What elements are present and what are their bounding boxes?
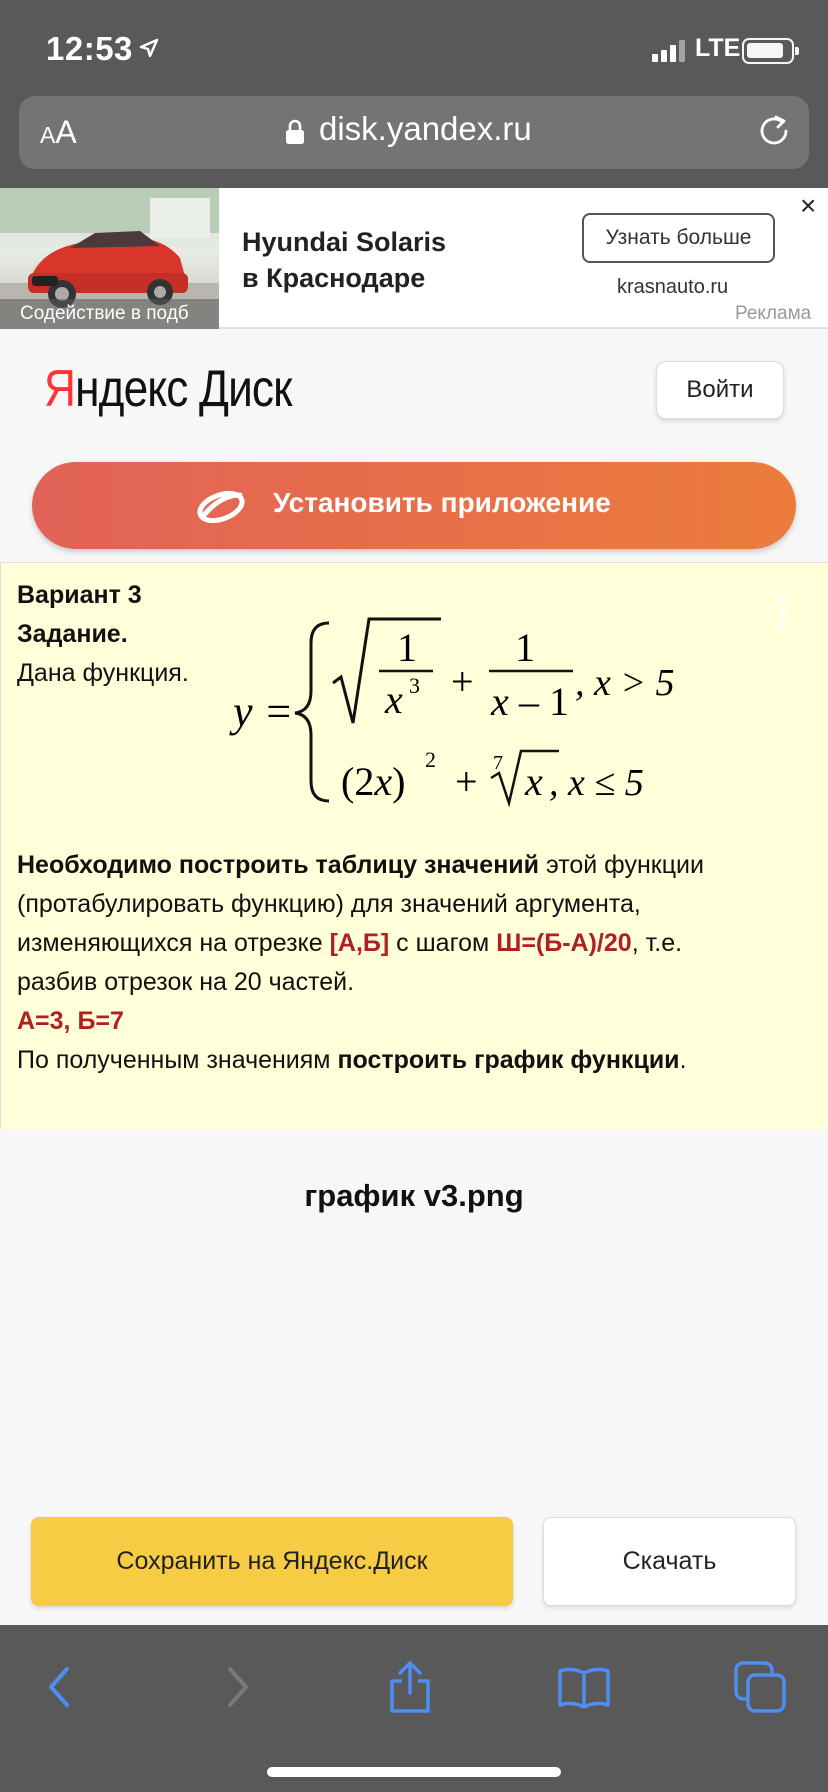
forward-icon[interactable]	[208, 1659, 264, 1715]
ad-car-image[interactable]	[0, 188, 219, 329]
download-button[interactable]: Скачать	[543, 1517, 796, 1606]
doc-variant: Вариант 3	[17, 581, 142, 609]
formula-cond-2: , x ≤ 5	[549, 762, 644, 804]
login-button[interactable]: Войти	[656, 361, 784, 419]
doc-paragraph-2: (протабулировать функцию) для значений аргумента,	[17, 890, 641, 918]
doc-paragraph-6: По полученным значениям построить график функции.	[17, 1046, 687, 1074]
svg-text:+: +	[455, 759, 478, 804]
svg-text:+: +	[451, 659, 474, 704]
install-app-button[interactable]: Установить приложение	[32, 462, 796, 549]
location-arrow-icon	[139, 38, 159, 58]
piecewise-formula	[229, 613, 749, 813]
signal-strength-icon	[652, 40, 684, 62]
disk-app-icon	[196, 485, 246, 525]
doc-paragraph-3: изменяющихся на отрезке [А,Б] с шагом Ш=(Б-А)/20, т.е.	[17, 929, 683, 957]
text-size-button[interactable]: AA	[40, 114, 77, 150]
yandex-disk-header	[0, 329, 828, 558]
svg-text:x: x	[491, 679, 509, 724]
svg-text:2: 2	[425, 747, 436, 772]
ad-learn-more-button[interactable]: Узнать больше	[582, 213, 775, 263]
ad-domain[interactable]: krasnauto.ru	[617, 276, 729, 298]
formula-cond-1: , x > 5	[575, 662, 675, 704]
doc-given: Дана функция.	[17, 659, 189, 687]
image-preview[interactable]	[0, 562, 828, 1129]
ad-title[interactable]: Hyundai Solaris в Краснодаре	[242, 227, 447, 293]
battery-icon	[742, 38, 794, 64]
browser-top-chrome	[0, 0, 828, 188]
file-name: график v3.png	[304, 1178, 524, 1213]
doc-task: Задание.	[17, 620, 128, 648]
svg-text:1: 1	[515, 625, 535, 670]
svg-text:x: x	[525, 759, 543, 804]
share-icon[interactable]	[382, 1659, 438, 1715]
ad-banner[interactable]	[0, 188, 828, 329]
tabs-icon[interactable]	[732, 1659, 788, 1715]
home-indicator[interactable]	[267, 1767, 561, 1777]
formula-lhs: y =	[233, 687, 294, 736]
status-time: 12:53	[46, 30, 133, 67]
yandex-disk-logo[interactable]: Яндекс Диск	[44, 360, 292, 418]
ad-label: Реклама	[735, 303, 812, 324]
reload-icon[interactable]	[756, 113, 792, 149]
svg-text:3: 3	[409, 673, 420, 698]
doc-paragraph-1: Необходимо построить таблицу значений этой функции	[17, 851, 704, 879]
svg-text:x: x	[385, 677, 403, 722]
svg-text:(2x): (2x)	[341, 759, 406, 804]
more-options-icon[interactable]	[779, 597, 789, 631]
ad-close-icon[interactable]: ×	[800, 190, 817, 221]
ad-caption: Содействие в подб	[0, 299, 219, 329]
svg-text:– 1: – 1	[519, 679, 569, 724]
address-bar[interactable]	[19, 96, 809, 169]
url-text[interactable]: disk.yandex.ru	[319, 110, 532, 147]
status-bar	[0, 0, 828, 96]
doc-paragraph-4: разбив отрезок на 20 частей.	[17, 968, 355, 996]
doc-paragraph-5: А=3, Б=7	[17, 1007, 124, 1035]
formula-num-1: 1	[397, 625, 417, 670]
lock-icon	[285, 119, 305, 145]
network-type: LTE	[695, 34, 741, 62]
save-to-disk-button[interactable]: Сохранить на Яндекс.Диск	[31, 1517, 513, 1606]
svg-text:7: 7	[493, 752, 503, 774]
back-icon[interactable]	[33, 1659, 89, 1715]
bookmarks-icon[interactable]	[556, 1659, 612, 1715]
